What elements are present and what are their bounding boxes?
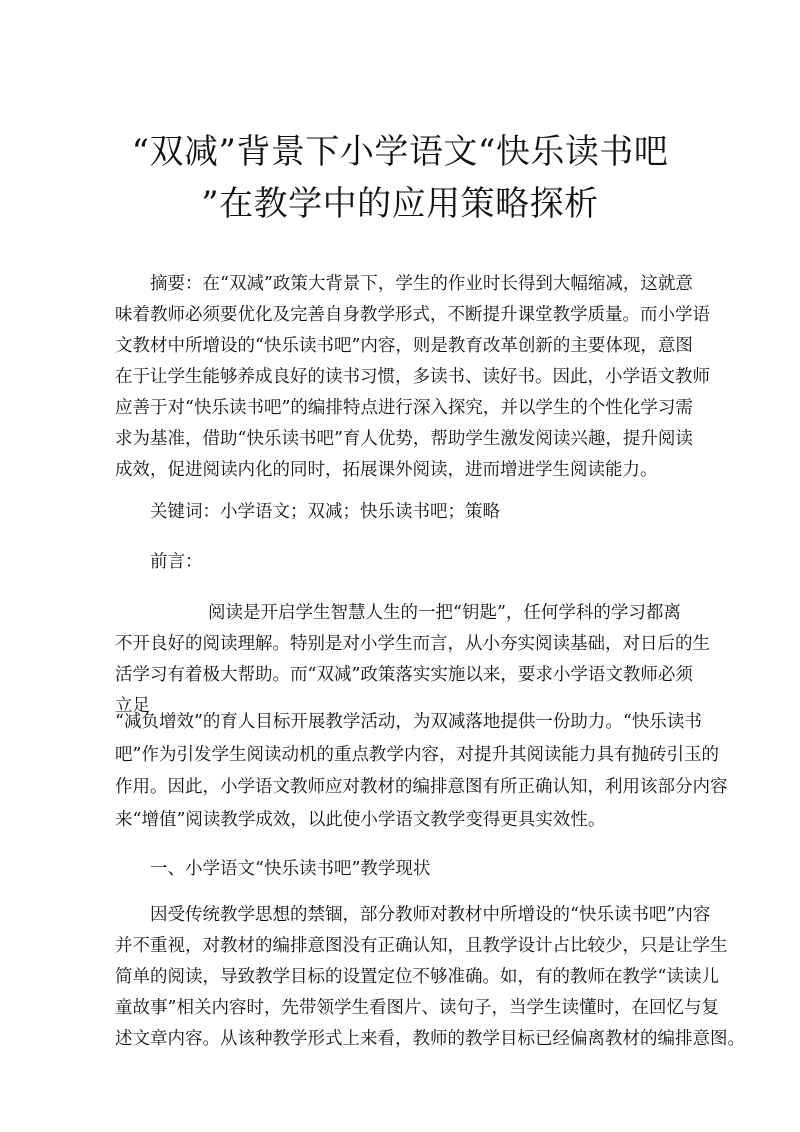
abstract-line: 求为基准，借助“快乐读书吧”育人优势，帮助学生激发阅读兴趣，提升阅读 bbox=[115, 429, 693, 449]
para1-line: 童故事”相关内容时，先带领学生看图片、读句子，当学生读懂时，在回忆与复 bbox=[115, 998, 719, 1018]
section-heading-text: 一、小学语文“快乐读书吧”教学现状 bbox=[150, 859, 431, 879]
intro-line: 阅读是开启学生智慧人生的一把“钥匙”，任何学科的学习都离 bbox=[208, 603, 681, 623]
title-line-2: ”在教学中的应用策略探析 bbox=[201, 184, 599, 224]
abstract-line: 文教材中所增设的“快乐读书吧”内容，则是教育改革创新的主要体现，意图 bbox=[115, 336, 693, 356]
para1-line: 简单的阅读，导致教学目标的设置定位不够准确。如，有的教师在教学“读读儿 bbox=[115, 967, 719, 987]
intro2-line: 作用。因此，小学语文教师应对教材的编排意图有所正确认知，利用该部分内容 bbox=[115, 777, 728, 797]
abstract-line: 摘要：在“双减”政策大背景下，学生的作业时长得到大幅缩减，这就意 bbox=[150, 274, 693, 294]
keywords-line bbox=[115, 497, 687, 528]
section-heading bbox=[115, 854, 687, 885]
intro2-line: “减负增效”的育人目标开展教学活动，为双减落地提供一份助力。“快乐读书 bbox=[115, 712, 702, 732]
intro-line: 不开良好的阅读理解。特别是对小学生而言，从小夯实阅读基础，对日后的生 bbox=[115, 634, 710, 654]
keywords-text: 关键词：小学语文；双减；快乐读书吧；策略 bbox=[150, 502, 500, 522]
intro-continuation-paragraph bbox=[115, 706, 728, 836]
abstract-paragraph bbox=[115, 269, 710, 486]
title-line-1: “双减”背景下小学语文“快乐读书吧 bbox=[131, 132, 669, 172]
para1-line: 因受传统教学思想的禁锢，部分教师对教材中所增设的“快乐读书吧”内容 bbox=[150, 905, 711, 925]
intro-line: 活学习有着极大帮助。而“双减”政策落实实施以来，要求小学语文教师必须 bbox=[115, 665, 693, 685]
abstract-line: 在于让学生能够养成良好的读书习惯，多读书、读好书。因此，小学语文教师 bbox=[115, 367, 710, 387]
document-title bbox=[100, 126, 700, 230]
preface-label-text: 前言： bbox=[150, 552, 203, 572]
abstract-line: 成效，促进阅读内化的同时，拓展课外阅读，进而增进学生阅读能力。 bbox=[115, 460, 658, 480]
section-paragraph bbox=[115, 900, 745, 1055]
intro2-line: 吧”作为引发学生阅读动机的重点教学内容，对提升其阅读能力具有抛砖引玉的 bbox=[115, 744, 719, 765]
para1-line: 述文章内容。从该种教学形式上来看，教师的教学目标已经偏离教材的编排意图。 bbox=[115, 1029, 745, 1049]
preface-label bbox=[115, 547, 687, 578]
para1-line: 并不重视，对教材的编排意图没有正确认知，且教学设计占比较少，只是让学生 bbox=[115, 936, 728, 956]
abstract-line: 味着教师必须要优化及完善自身教学形式，不断提升课堂教学质量。而小学语 bbox=[115, 305, 710, 325]
intro-line: 立足 bbox=[115, 696, 150, 716]
abstract-line: 应善于对“快乐读书吧”的编排特点进行深入探究，并以学生的个性化学习需 bbox=[115, 398, 693, 418]
intro2-line: 来“增值”阅读教学成效，以此使小学语文教学变得更具实效性。 bbox=[115, 809, 606, 830]
